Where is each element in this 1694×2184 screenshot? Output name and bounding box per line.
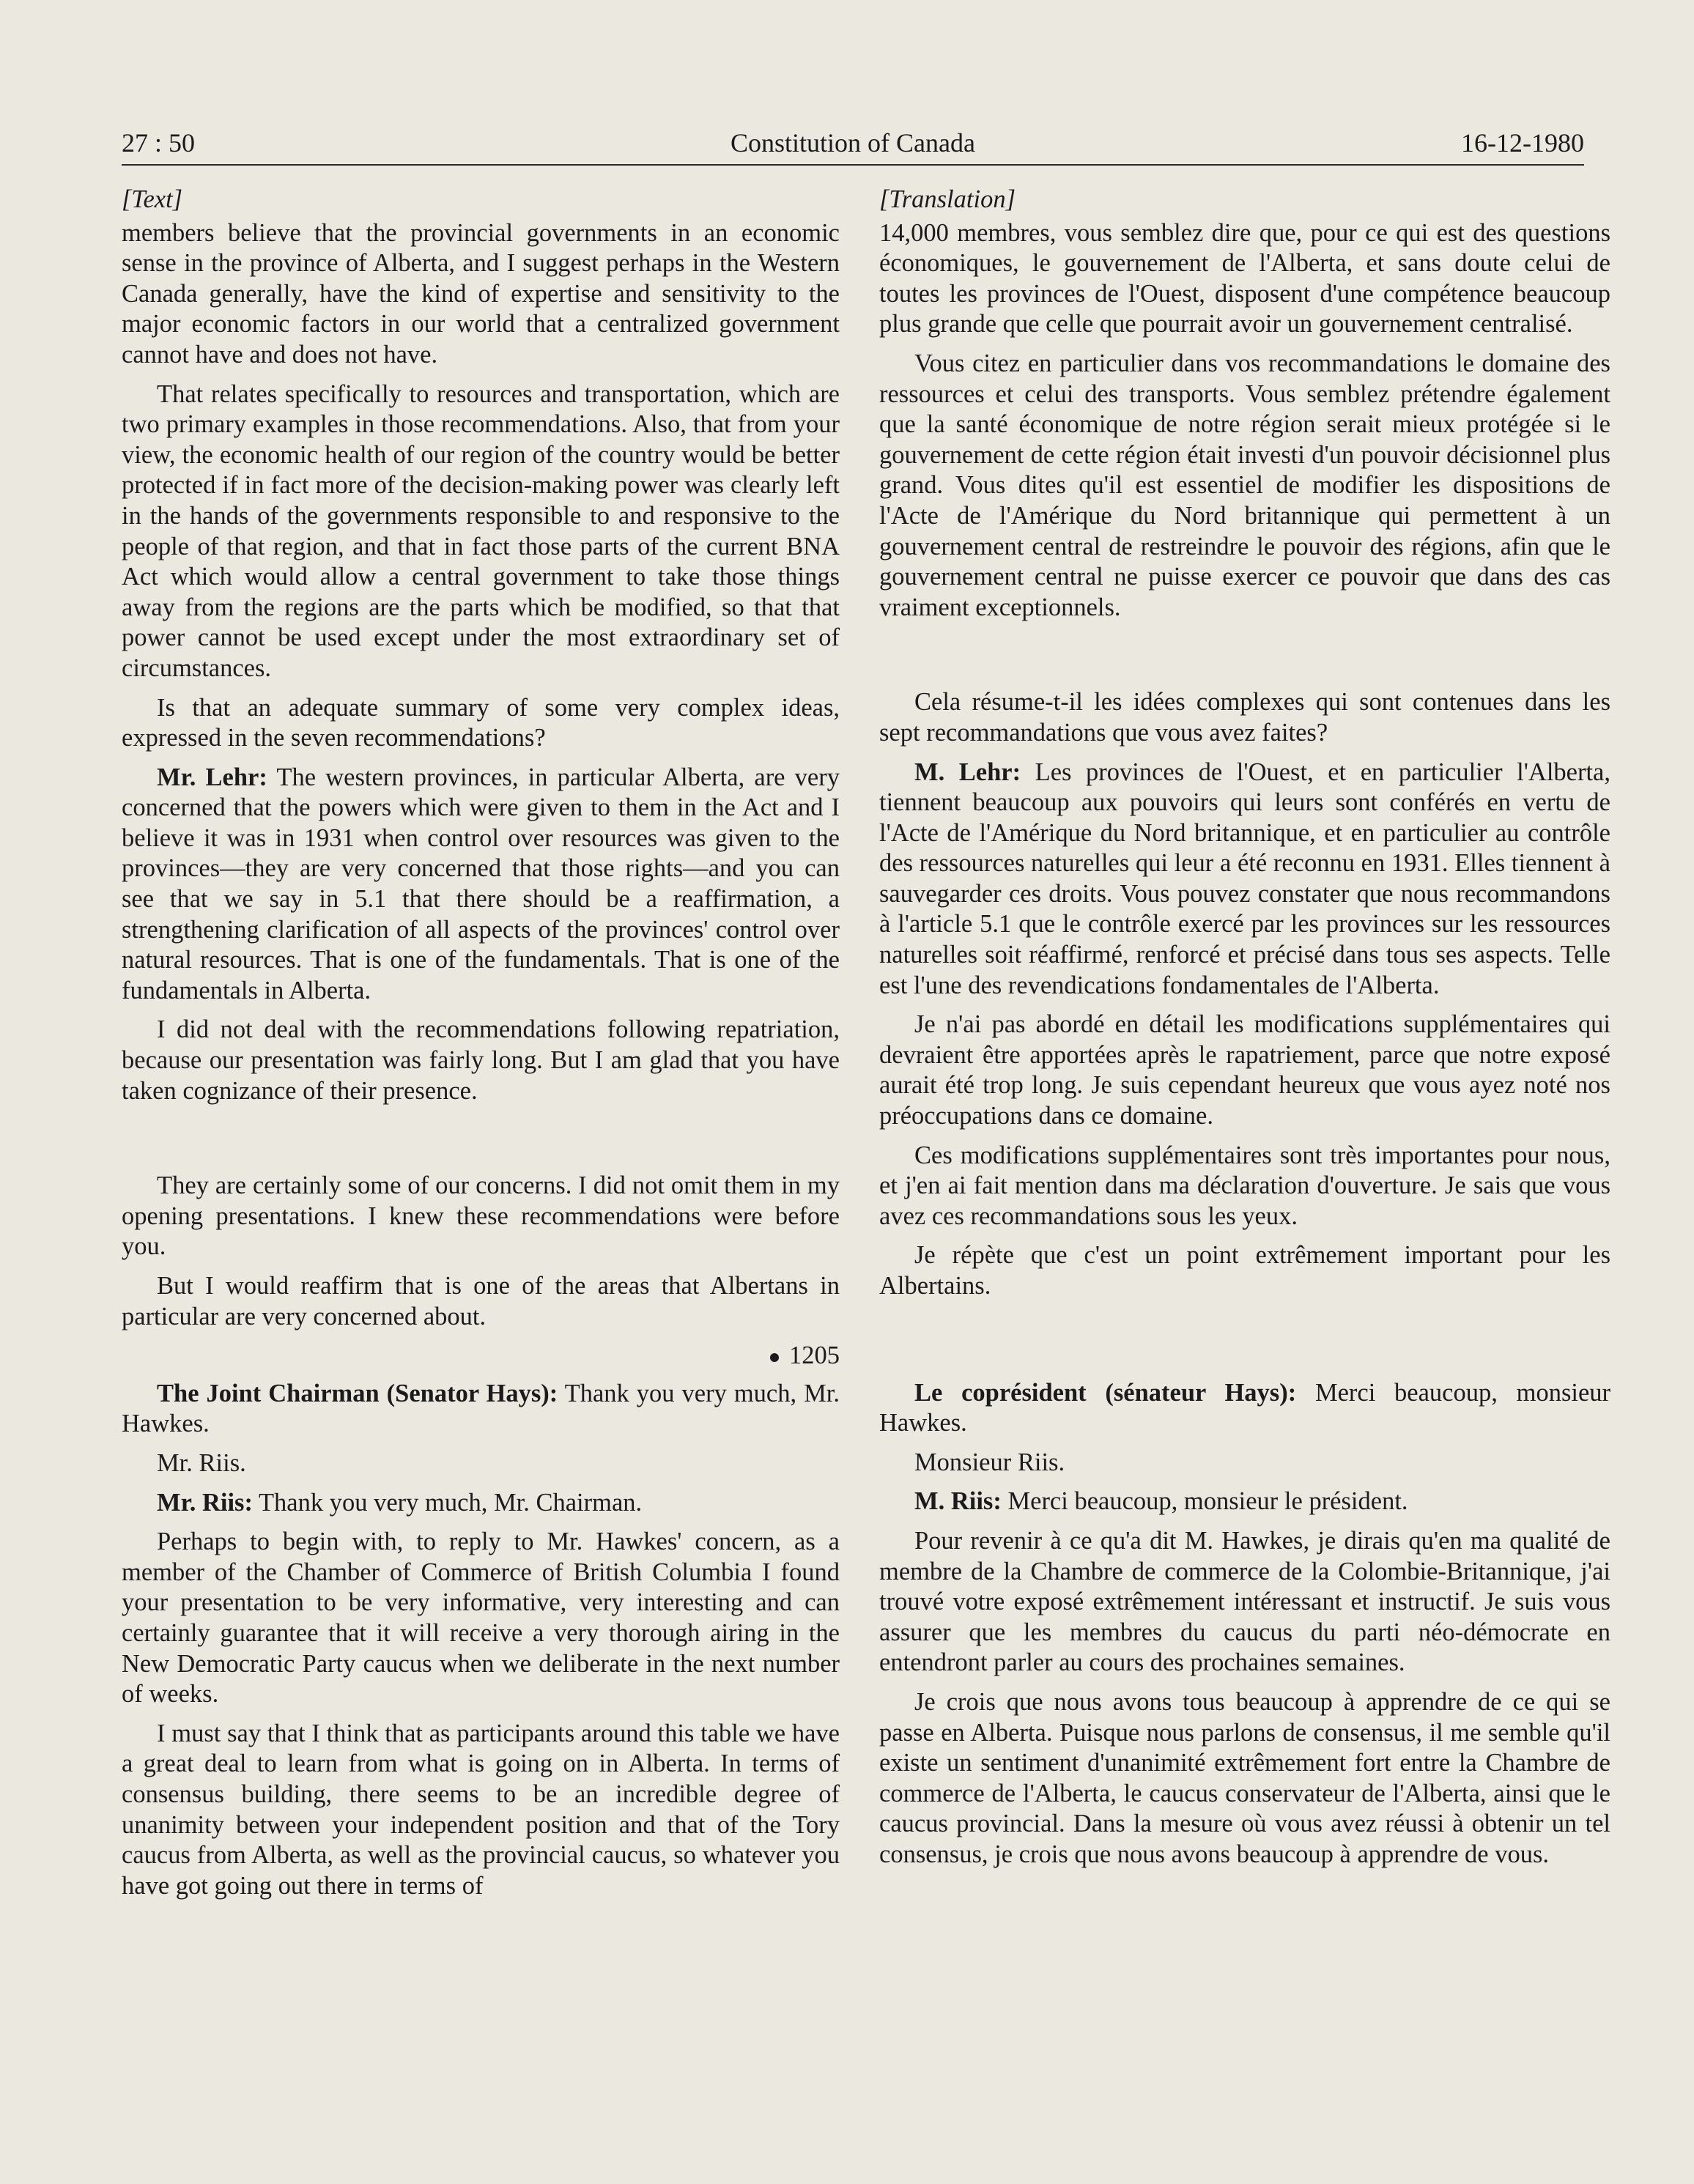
speaker-name: Le coprésident (sénateur Hays): <box>914 1378 1297 1407</box>
speaker-name: Mr. Lehr: <box>157 763 267 791</box>
paragraph: Je répète que c'est un point extrêmement important pour les Albertains. <box>879 1241 1610 1300</box>
speech-text: The western provinces, in particular Alberta, are very concerned that the powers which were given to them in the Act and I believe it was in 1931 when control over resources was given to the provinces—they are very concerned that those rights—and you can see that we say in 5.1 that there should be a reaffirmation, a strengthening clarification of all aspects of the provinces' control over natural resources. That is one of the fundamentals. That is one of the fundamentals in Alberta. <box>122 763 840 1004</box>
speech-text: Thank you very much, Mr. Hawkes. <box>122 1379 840 1438</box>
spacer <box>879 1311 1610 1378</box>
speaker-name: M. Riis: <box>914 1487 1002 1516</box>
paragraph: Is that an adequate summary of some very complex ideas, expressed in the seven recommendations? <box>122 693 840 752</box>
spacer <box>879 632 1610 687</box>
paragraph <box>122 763 840 1007</box>
paragraph: But I would reaffirm that is one of the areas that Albertans in particular are very concerned about. <box>122 1272 840 1330</box>
speaker-name: M. Lehr: <box>914 758 1021 786</box>
text-marker: [Text] <box>122 185 183 213</box>
timecode-value: 1205 <box>789 1341 840 1370</box>
paragraph: Mr. Riis. <box>157 1448 246 1477</box>
paragraph <box>879 1487 1610 1517</box>
speech-text: Les provinces de l'Ouest, et en particulier l'Alberta, tiennent beaucoup aux pouvoirs qui leurs sont conférés en vertu de l'Acte de l'Amérique du Nord britannique, et en particulier au contrôle des ressources naturelles qui leur a été reconnu en 1931. Elles tiennent à sauvegarder ces droits. Vous pouvez constater que nous recommandons à l'article 5.1 que le contrôle exercé par les provinces sur les ressources naturelles soit réaffirmé, renforcé et précisé dans tous ses aspects. Telle est l'une des revendications fondamentales de l'Alberta. <box>879 758 1610 999</box>
page-reference: 27 : 50 <box>122 128 196 158</box>
bullet-icon <box>770 1353 779 1362</box>
timecode <box>122 1341 840 1372</box>
speech-text: Merci beaucoup, monsieur le président. <box>1007 1487 1408 1516</box>
translation-marker: [Translation] <box>879 185 1016 213</box>
speaker-name: Mr. Riis: <box>157 1488 253 1517</box>
paragraph: Perhaps to begin with, to reply to Mr. Hawkes' concern, as a member of the Chamber of Commerce of British Columbia I found your presentation to be very informative, very interesting and can certainly guarantee that it will receive a very thorough airing in the New Democratic Party caucus when we deliberate in the next number of weeks. <box>122 1528 840 1709</box>
paragraph: Cela résume-t-il les idées complexes qui sont contenues dans les sept recommandations que vous avez faites? <box>879 688 1610 747</box>
paragraph: They are certainly some of our concerns. I did not omit them in my opening presentations. I knew these recommendations were before you. <box>122 1171 840 1261</box>
paragraph: I did not deal with the recommendations following repatriation, because our presentation was fairly long. But I am glad that you have taken cognizance of their presence. <box>122 1015 840 1105</box>
paragraph <box>122 1488 840 1519</box>
publication-title: Constitution of Canada <box>731 128 975 158</box>
paragraph: Pour revenir à ce qu'a dit M. Hawkes, je dirais qu'en ma qualité de membre de la Chambre de commerce de la Colombie-Britannique, j'ai trouvé votre exposé extrêmement intéressant et instructif. Je suis vous assurer que les membres du caucus du parti néo-démocrate en entendront parler au cours des prochaines semaines. <box>879 1526 1610 1677</box>
paragraph <box>122 1379 840 1440</box>
paragraph: Ces modifications supplémentaires sont très importantes pour nous, et j'en ai fait mention dans ma déclaration d'ouverture. Je sais que vous avez ces recommandations sous les yeux. <box>879 1141 1610 1230</box>
french-column <box>879 174 1610 1879</box>
english-column <box>122 174 840 1910</box>
paragraph: Vous citez en particulier dans vos recommandations le domaine des ressources et celui des transports. Vous semblez prétendre également que la santé économique de notre région serait mieux protégée si le gouvernement de cette région était investi d'un pouvoir décisionnel plus grand. Vous dites qu'il est essentiel de modifier les dispositions de l'Acte de l'Amérique du Nord britannique qui permettent à un gouvernement central de restreindre le pouvoir des régions, afin que le gouvernement central ne puisse exercer ce pouvoir que dans des cas vraiment exceptionnels. <box>879 349 1610 621</box>
speech-text: Thank you very much, Mr. Chairman. <box>258 1488 643 1517</box>
paragraph <box>879 1378 1610 1439</box>
speech-text: Merci beaucoup, monsieur Hawkes. <box>879 1378 1611 1437</box>
paragraph: Je n'ai pas abordé en détail les modifications supplémentaires qui devraient être apportées après le rapatriement, parce que notre exposé aurait été trop long. Je suis cependant heureux que vous ayez noté nos préoccupations dans ce domaine. <box>879 1010 1610 1130</box>
header-date: 16-12-1980 <box>1461 128 1584 158</box>
paragraph: Monsieur Riis. <box>914 1448 1065 1476</box>
paragraph: 14,000 membres, vous semblez dire que, pour ce qui est des questions économiques, le gouvernement de l'Alberta, et sans doute celui de toutes les provinces de l'Ouest, disposent d'une compétence beaucoup plus grande que celle que pourrait avoir un gouvernement centralisé. <box>879 218 1610 338</box>
speaker-name: The Joint Chairman (Senator Hays): <box>157 1379 558 1407</box>
paragraph: I must say that I think that as participants around this table we have a great deal to learn from what is going on in Alberta. In terms of consensus building, there seems to be an incredible degree of unanimity between your independent position and that of the Tory caucus from Alberta, as well as the provincial caucus, so whatever you have got going out there in terms of <box>122 1719 840 1900</box>
paragraph <box>879 758 1610 1002</box>
paragraph: members believe that the provincial governments in an economic sense in the province of Alberta, and I suggest perhaps in the Western Canada generally, have the kind of expertise and sensitivity to the major economic factors in our world that a centralized government cannot have and does not have. <box>122 218 840 369</box>
page-header <box>122 116 1584 166</box>
paragraph: Je crois que nous avons tous beaucoup à apprendre de ce qui se passe en Alberta. Puisque nous parlons de consensus, il me semble qu'il existe un sentiment d'unanimité extrêmement fort entre la Chambre de commerce de l'Alberta, le caucus conservateur de l'Alberta, ainsi que le caucus provincial. Dans la mesure où vous avez réussi à obtenir un tel consensus, je crois que nous avons beaucoup à apprendre de vous. <box>879 1687 1610 1868</box>
paragraph: That relates specifically to resources and transportation, which are two primary examples in those recommendations. Also, that from your view, the economic health of our region of the country would be better protected if in fact more of the decision-making power was clearly left in the hands of the governments responsible to and responsive to the people of that region, and that in fact those parts of the current BNA Act which would allow a central government to take those things away from the regions are the parts which be modified, so that that power cannot be used except under the most extraordinary set of circumstances. <box>122 380 840 682</box>
spacer <box>122 1115 840 1171</box>
